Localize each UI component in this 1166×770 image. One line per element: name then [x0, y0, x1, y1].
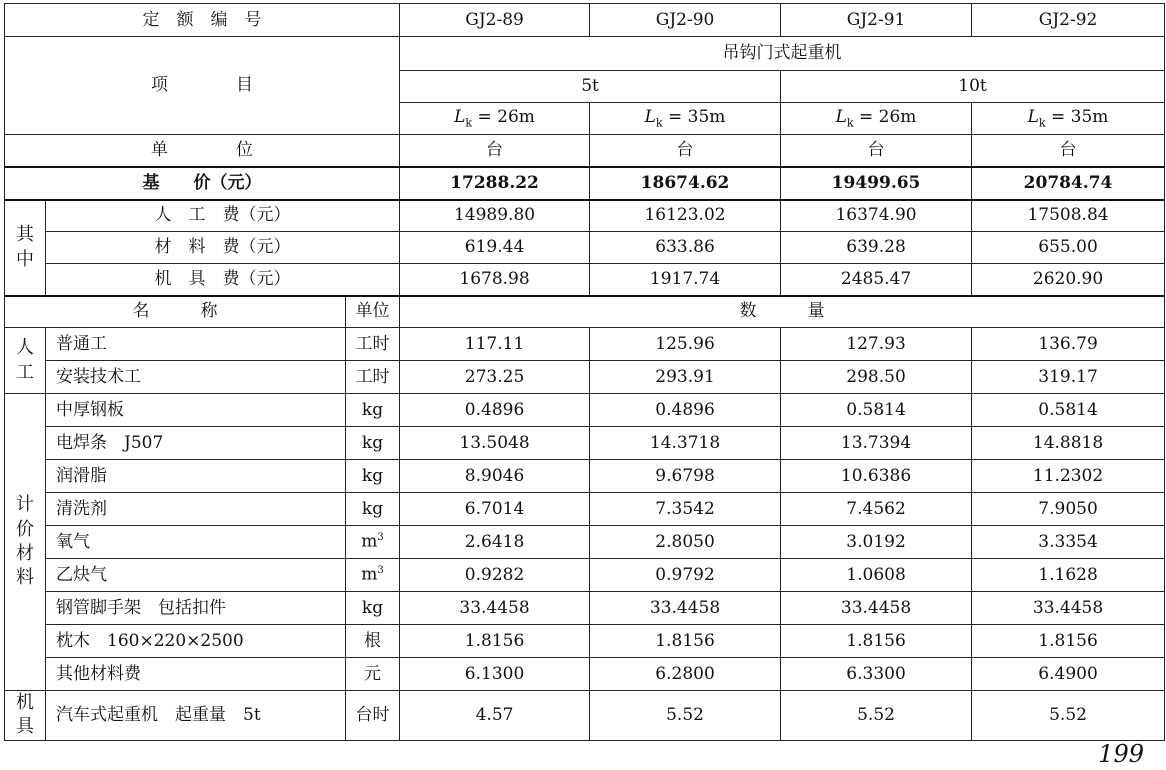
- quota-code-92: GJ2-92: [972, 4, 1165, 37]
- resource-quantity: 6.4900: [972, 658, 1165, 691]
- resource-unit: [346, 493, 400, 526]
- machine-row: [5, 37, 1165, 71]
- span-sub: k: [846, 116, 854, 130]
- cost-breakdown-row: [5, 264, 1165, 296]
- cost-breakdown-row: [5, 200, 1165, 232]
- quota-code-90: GJ2-90: [590, 4, 781, 37]
- resource-unit: [346, 526, 400, 559]
- cost-value: 16374.90: [781, 200, 972, 232]
- resource-name: 中厚钢板: [46, 394, 346, 427]
- resource-name: 氧气: [46, 526, 346, 559]
- span-sub: k: [1038, 116, 1046, 130]
- resource-quantity: 6.7014: [400, 493, 590, 526]
- material-row: [5, 394, 1165, 427]
- cost-value: 2620.90: [972, 264, 1165, 296]
- material-row: [5, 658, 1165, 691]
- labor-row: [5, 328, 1165, 361]
- span-value: 35m: [1070, 106, 1109, 127]
- unit-text: kg: [361, 465, 384, 486]
- resource-quantity: 0.4896: [400, 394, 590, 427]
- resource-quantity: 319.17: [972, 361, 1165, 394]
- machinery-row: [5, 691, 1165, 741]
- resource-quantity: 1.8156: [590, 625, 781, 658]
- span-symbol: L: [835, 106, 847, 127]
- cost-label: 材 料 费（元）: [46, 232, 400, 264]
- resource-unit: [346, 361, 400, 394]
- span-symbol: L: [454, 106, 466, 127]
- material-row: [5, 493, 1165, 526]
- unit-column-header: 单位: [346, 296, 400, 328]
- resource-quantity: 13.7394: [781, 427, 972, 460]
- labor-row: [5, 361, 1165, 394]
- resource-quantity: 0.4896: [590, 394, 781, 427]
- cost-label: 机 具 费（元）: [46, 264, 400, 296]
- unit-value: 台: [400, 135, 590, 167]
- resource-unit: [346, 427, 400, 460]
- resource-header-row: [5, 296, 1165, 328]
- resource-quantity: 5.52: [590, 691, 781, 741]
- material-row: [5, 592, 1165, 625]
- resource-quantity: 6.1300: [400, 658, 590, 691]
- resource-unit: [346, 460, 400, 493]
- span-symbol: L: [1027, 106, 1039, 127]
- item-label: 项 目: [5, 37, 400, 135]
- quota-number-row: [5, 4, 1165, 37]
- resource-unit: [346, 691, 400, 741]
- cost-value: 17508.84: [972, 200, 1165, 232]
- cost-value: 633.86: [590, 232, 781, 264]
- capacity-5t: 5t: [400, 71, 781, 103]
- labor-side-label: 人 工: [5, 328, 46, 394]
- unit-text: m: [361, 564, 378, 585]
- unit-text: m: [361, 531, 378, 552]
- resource-unit: [346, 394, 400, 427]
- unit-value: 台: [781, 135, 972, 167]
- resource-quantity: 14.8818: [972, 427, 1165, 460]
- resource-quantity: 273.25: [400, 361, 590, 394]
- resource-quantity: 1.8156: [972, 625, 1165, 658]
- unit-value: 台: [972, 135, 1165, 167]
- resource-unit: [346, 559, 400, 592]
- span-cell-2: $L_k = 26m$: [781, 103, 972, 135]
- resource-unit: [346, 625, 400, 658]
- quota-code-89: GJ2-89: [400, 4, 590, 37]
- resource-quantity: 9.6798: [590, 460, 781, 493]
- resource-quantity: 2.8050: [590, 526, 781, 559]
- cost-label: 人 工 费（元）: [46, 200, 400, 232]
- resource-name: 普通工: [46, 328, 346, 361]
- resource-quantity: 6.3300: [781, 658, 972, 691]
- cost-value: 655.00: [972, 232, 1165, 264]
- resource-quantity: 0.5814: [972, 394, 1165, 427]
- resource-name: 电焊条 J507: [46, 427, 346, 460]
- resource-quantity: 7.4562: [781, 493, 972, 526]
- base-price-label: 基 价（元）: [5, 167, 400, 200]
- resource-quantity: 4.57: [400, 691, 590, 741]
- resource-quantity: 14.3718: [590, 427, 781, 460]
- resource-quantity: 1.0608: [781, 559, 972, 592]
- resource-quantity: 3.3354: [972, 526, 1165, 559]
- cost-value: 16123.02: [590, 200, 781, 232]
- base-price-value: 20784.74: [972, 167, 1165, 200]
- unit-superscript: 3: [377, 565, 384, 577]
- breakdown-side-label: 其 中: [5, 200, 46, 296]
- material-row: [5, 559, 1165, 592]
- span-symbol: L: [644, 106, 656, 127]
- resource-unit: [346, 658, 400, 691]
- resource-quantity: 7.3542: [590, 493, 781, 526]
- resource-name: 安装技术工: [46, 361, 346, 394]
- unit-label: 单 位: [5, 135, 400, 167]
- resource-quantity: 7.9050: [972, 493, 1165, 526]
- cost-value: 639.28: [781, 232, 972, 264]
- quota-number-label: 定 额 编 号: [5, 4, 400, 37]
- resource-quantity: 1.8156: [781, 625, 972, 658]
- unit-text: kg: [361, 399, 384, 420]
- base-price-value: 19499.65: [781, 167, 972, 200]
- resource-quantity: 136.79: [972, 328, 1165, 361]
- resource-quantity: 8.9046: [400, 460, 590, 493]
- resource-name: 乙炔气: [46, 559, 346, 592]
- material-row: [5, 427, 1165, 460]
- resource-quantity: 0.9792: [590, 559, 781, 592]
- resource-quantity: 1.1628: [972, 559, 1165, 592]
- resource-quantity: 11.2302: [972, 460, 1165, 493]
- span-value: 35m: [687, 106, 726, 127]
- resource-name: 汽车式起重机 起重量 5t: [46, 691, 346, 741]
- base-price-value: 18674.62: [590, 167, 781, 200]
- materials-side-label: 计 价 材 料: [5, 394, 46, 691]
- cost-value: 2485.47: [781, 264, 972, 296]
- quota-table: [4, 3, 1165, 741]
- base-price-value: 17288.22: [400, 167, 590, 200]
- resource-quantity: 33.4458: [400, 592, 590, 625]
- cost-value: 14989.80: [400, 200, 590, 232]
- resource-quantity: 0.9282: [400, 559, 590, 592]
- cost-value: 619.44: [400, 232, 590, 264]
- resource-name: 其他材料费: [46, 658, 346, 691]
- resource-quantity: 5.52: [972, 691, 1165, 741]
- span-cell-0: $L_k = 26m$: [400, 103, 590, 135]
- resource-quantity: 6.2800: [590, 658, 781, 691]
- base-price-row: [5, 167, 1165, 200]
- resource-unit: [346, 328, 400, 361]
- material-row: [5, 526, 1165, 559]
- page-number: 199: [1098, 740, 1144, 768]
- resource-quantity: 298.50: [781, 361, 972, 394]
- resource-quantity: 33.4458: [590, 592, 781, 625]
- material-row: [5, 625, 1165, 658]
- span-cell-3: $L_k = 35m$: [972, 103, 1165, 135]
- unit-text: 台时: [355, 704, 390, 725]
- unit-text: kg: [361, 432, 384, 453]
- resource-name: 枕木 160×220×2500: [46, 625, 346, 658]
- unit-value: 台: [590, 135, 781, 167]
- span-sub: k: [655, 116, 663, 130]
- resource-quantity: 2.6418: [400, 526, 590, 559]
- unit-text: kg: [361, 498, 384, 519]
- span-value: 26m: [878, 106, 917, 127]
- resource-quantity: 10.6386: [781, 460, 972, 493]
- unit-text: 工时: [355, 333, 390, 354]
- cost-value: 1678.98: [400, 264, 590, 296]
- unit-text: kg: [361, 597, 384, 618]
- resource-quantity: 293.91: [590, 361, 781, 394]
- material-row: [5, 460, 1165, 493]
- resource-quantity: 127.93: [781, 328, 972, 361]
- unit-superscript: 3: [377, 532, 384, 544]
- unit-text: 根: [364, 630, 382, 651]
- resource-quantity: 125.96: [590, 328, 781, 361]
- resource-name: 钢管脚手架 包括扣件: [46, 592, 346, 625]
- span-cell-1: $L_k = 35m$: [590, 103, 781, 135]
- resource-name: 润滑脂: [46, 460, 346, 493]
- resource-quantity: 1.8156: [400, 625, 590, 658]
- unit-text: 元: [364, 663, 382, 684]
- cost-breakdown-row: [5, 232, 1165, 264]
- machinery-side-label: 机 具: [5, 691, 46, 741]
- resource-quantity: 33.4458: [972, 592, 1165, 625]
- quantity-column-header: 数 量: [400, 296, 1165, 328]
- capacity-10t: 10t: [781, 71, 1165, 103]
- name-column-header: 名 称: [5, 296, 346, 328]
- unit-row: [5, 135, 1165, 167]
- span-value: 26m: [497, 106, 535, 127]
- resource-unit: [346, 592, 400, 625]
- span-sub: k: [465, 116, 473, 130]
- unit-text: 工时: [355, 366, 390, 387]
- resource-quantity: 3.0192: [781, 526, 972, 559]
- quota-code-91: GJ2-91: [781, 4, 972, 37]
- resource-quantity: 13.5048: [400, 427, 590, 460]
- resource-quantity: 0.5814: [781, 394, 972, 427]
- resource-quantity: 33.4458: [781, 592, 972, 625]
- resource-name: 清洗剂: [46, 493, 346, 526]
- machine-name: 吊钩门式起重机: [400, 37, 1165, 71]
- resource-quantity: 117.11: [400, 328, 590, 361]
- cost-value: 1917.74: [590, 264, 781, 296]
- resource-quantity: 5.52: [781, 691, 972, 741]
